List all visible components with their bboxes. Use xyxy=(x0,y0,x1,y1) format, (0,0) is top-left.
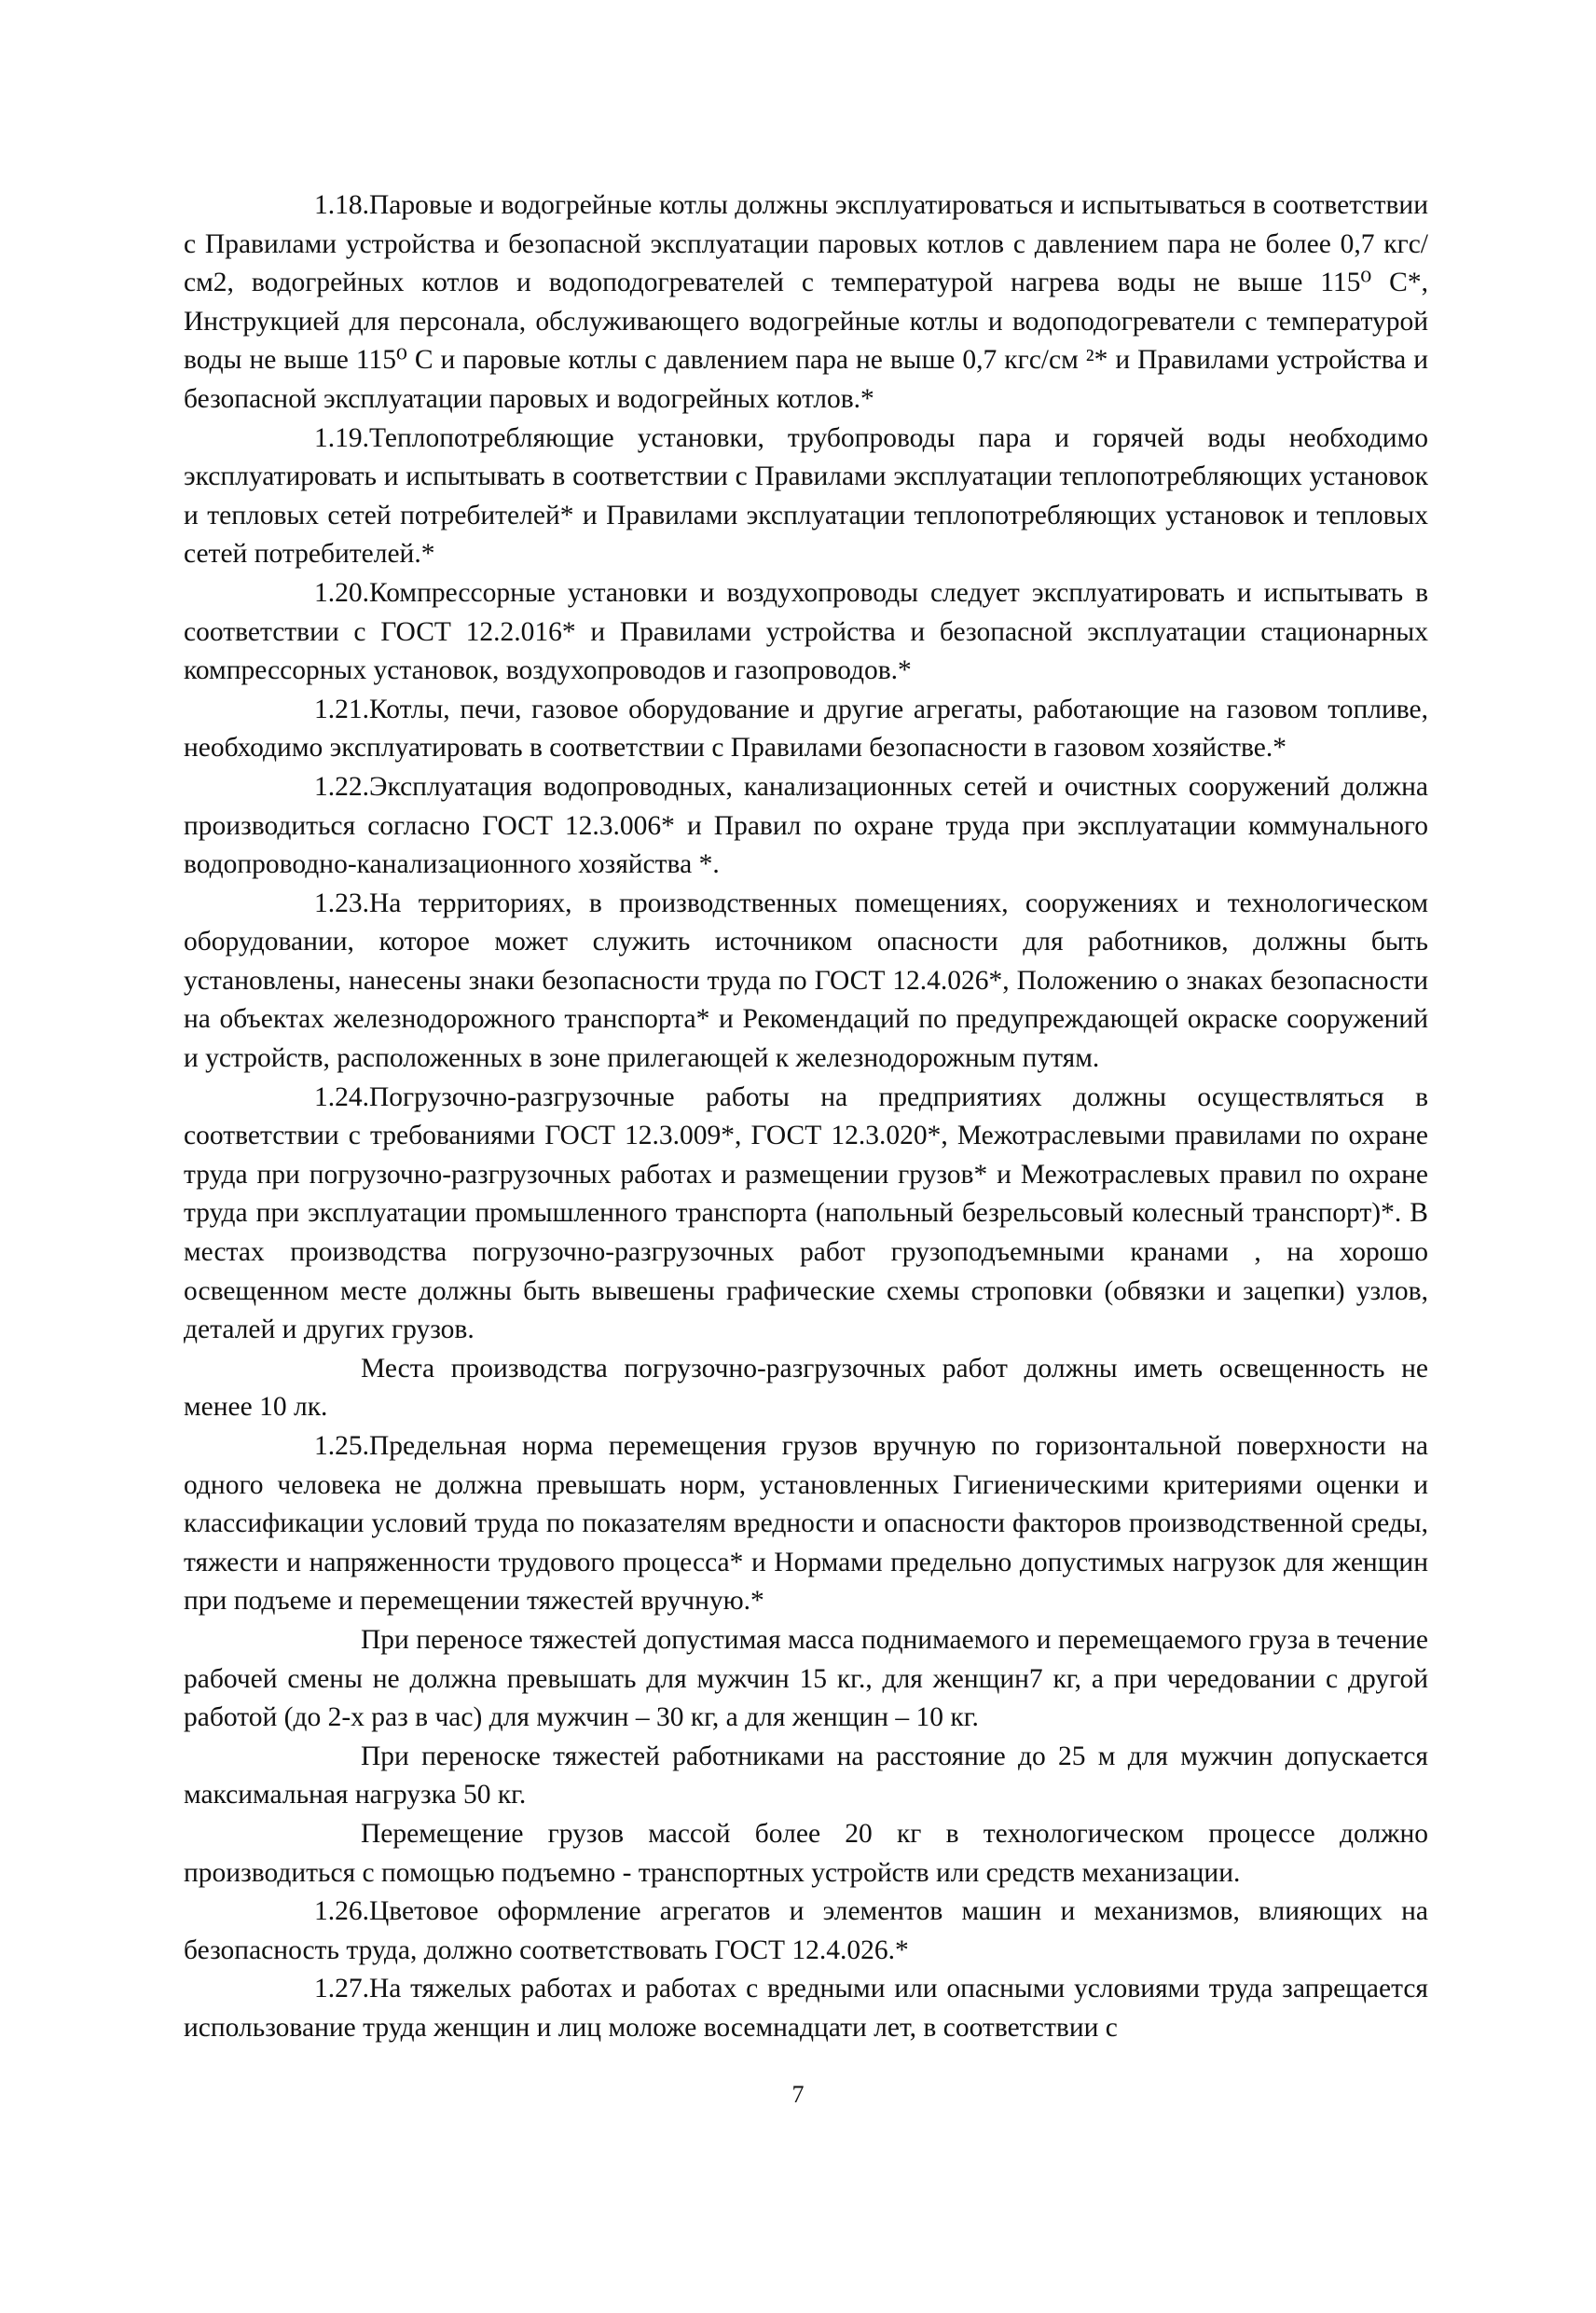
paragraph-1-23 xyxy=(184,885,1428,1079)
paragraph-text: Котлы, печи, газовое оборудование и другие агрегаты, работающие на газовом топливе, необходимо эксплуатировать в соответствии с Правилами безопасности в газовом хозяйстве.* xyxy=(184,694,1428,764)
paragraph-text: Перемещение грузов массой более 20 кг в технологическом процессе должно производиться с помощью подъемно - транспортных устройств или средств механизации. xyxy=(184,1818,1428,1888)
paragraph-1-18 xyxy=(184,186,1428,420)
item-number: 1.19. xyxy=(314,422,369,453)
document-body xyxy=(184,186,1428,2048)
item-number: 1.25. xyxy=(314,1431,369,1461)
paragraph-1-19 xyxy=(184,420,1428,574)
paragraph-text: Паровые и водогрейные котлы должны эксплуатироваться и испытываться в соответствии с Правилами устройства и безопасной эксплуатации паровых котлов с давлением пара не более 0,7 кгс/см2, водогрейных котлов и водоподогревателей с температурой нагрева воды не выше 115⁰ С*, Инструкцией для персонала, обслуживающего водогрейные котлы и водоподогреватели с температурой воды не выше 115⁰ С и паровые котлы с давлением пара не выше 0,7 кгс/см ²* и Правилами устройства и безопасной эксплуатации паровых и водогрейных котлов.* xyxy=(184,190,1428,414)
paragraph-text: Места производства погрузочно-разгрузочных работ должны иметь освещенность не менее 10 лк. xyxy=(184,1353,1428,1423)
paragraph-text: Погрузочно-разгрузочные работы на предприятиях должны осуществляться в соответствии с требованиями ГОСТ 12.3.009*, ГОСТ 12.3.020*, Межотраслевыми правилами по охране труда при погрузочно-разгрузочных работах и размещении грузов* и Межотраслевых правил по охране труда при эксплуатации промышленного транспорта (напольный безрельсовый колесный транспорт)*. В местах производства погрузочно-разгрузочных работ грузоподъемными кранами , на хорошо освещенном месте должны быть вывешены графические схемы строповки (обвязки и зацепки) узлов, деталей и других грузов. xyxy=(184,1081,1428,1345)
item-number: 1.22. xyxy=(314,771,369,802)
paragraph-load-limits xyxy=(184,1621,1428,1738)
item-number: 1.20. xyxy=(314,577,369,608)
paragraph-text: Предельная норма перемещения грузов вручную по горизонтальной поверхности на одного человека не должна превышать норм, установленных Гигиеническими критериями оценки и классификации условий труда по показателям вредности и опасности факторов производственной среды, тяжести и напряженности трудового процесса* и Нормами предельно допустимых нагрузок для женщин при подъеме и перемещении тяжестей вручную.* xyxy=(184,1431,1428,1617)
item-number: 1.24. xyxy=(314,1081,369,1112)
paragraph-1-26 xyxy=(184,1893,1428,1970)
paragraph-text: На тяжелых работах и работах с вредными или опасными условиями труда запрещается использование труда женщин и лиц моложе восемнадцати лет, в соответствии с xyxy=(184,1974,1428,2043)
paragraph-text: Компрессорные установки и воздухопроводы следует эксплуатировать и испытывать в соответствии с ГОСТ 12.2.016* и Правилами устройства и безопасной эксплуатации стационарных компрессорных установок, воздухопроводов и газопроводов.* xyxy=(184,577,1428,686)
item-number: 1.26. xyxy=(314,1896,369,1927)
paragraph-text: Цветовое оформление агрегатов и элементов машин и механизмов, влияющих на безопасность труда, должно соответствовать ГОСТ 12.4.026.* xyxy=(184,1896,1428,1965)
paragraph-text: При переносе тяжестей допустимая масса поднимаемого и перемещаемого груза в течение рабочей смены не должна превышать для мужчин 15 кг., для женщин7 кг, а при чередовании с другой работой (до 2-х раз в час) для мужчин – 30 кг, а для женщин – 10 кг. xyxy=(184,1624,1428,1733)
paragraph-1-25 xyxy=(184,1427,1428,1621)
paragraph-1-27 xyxy=(184,1970,1428,2047)
paragraph-1-24 xyxy=(184,1079,1428,1350)
paragraph-text: На территориях, в производственных помещениях, сооружениях и технологическом оборудовании, которое может служить источником опасности для работников, должны быть установлены, нанесены знаки безопасности труда по ГОСТ 12.4.026*, Положению о знаках безопасности на объектах железнодорожного транспорта* и Рекомендаций по предупреждающей окраске сооружений и устройств, расположенных в зоне прилегающей к железнодорожным путям. xyxy=(184,888,1428,1074)
item-number: 1.27. xyxy=(314,1974,369,2004)
item-number: 1.18. xyxy=(314,190,369,220)
item-number: 1.21. xyxy=(314,694,369,724)
paragraph-1-20 xyxy=(184,574,1428,691)
paragraph-1-22 xyxy=(184,768,1428,885)
paragraph-1-21 xyxy=(184,691,1428,768)
item-number: 1.23. xyxy=(314,888,369,918)
paragraph-lighting xyxy=(184,1350,1428,1427)
page-number: 7 xyxy=(791,2081,805,2108)
paragraph-text: При переноске тяжестей работниками на расстояние до 25 м для мужчин допускается максимальная нагрузка 50 кг. xyxy=(184,1741,1428,1810)
paragraph-carry-distance xyxy=(184,1738,1428,1815)
paragraph-text: Теплопотребляющие установки, трубопроводы пара и горячей воды необходимо эксплуатировать и испытывать в соответствии с Правилами эксплуатации теплопотребляющих установок и тепловых сетей потребителей* и Правилами эксплуатации теплопотребляющих установок и тепловых сетей потребителей.* xyxy=(184,422,1428,570)
paragraph-mechanization xyxy=(184,1815,1428,1893)
paragraph-text: Эксплуатация водопроводных, канализационных сетей и очистных сооружений должна производиться согласно ГОСТ 12.3.006* и Правил по охране труда при эксплуатации коммунального водопроводно-канализационного хозяйства *. xyxy=(184,771,1428,880)
